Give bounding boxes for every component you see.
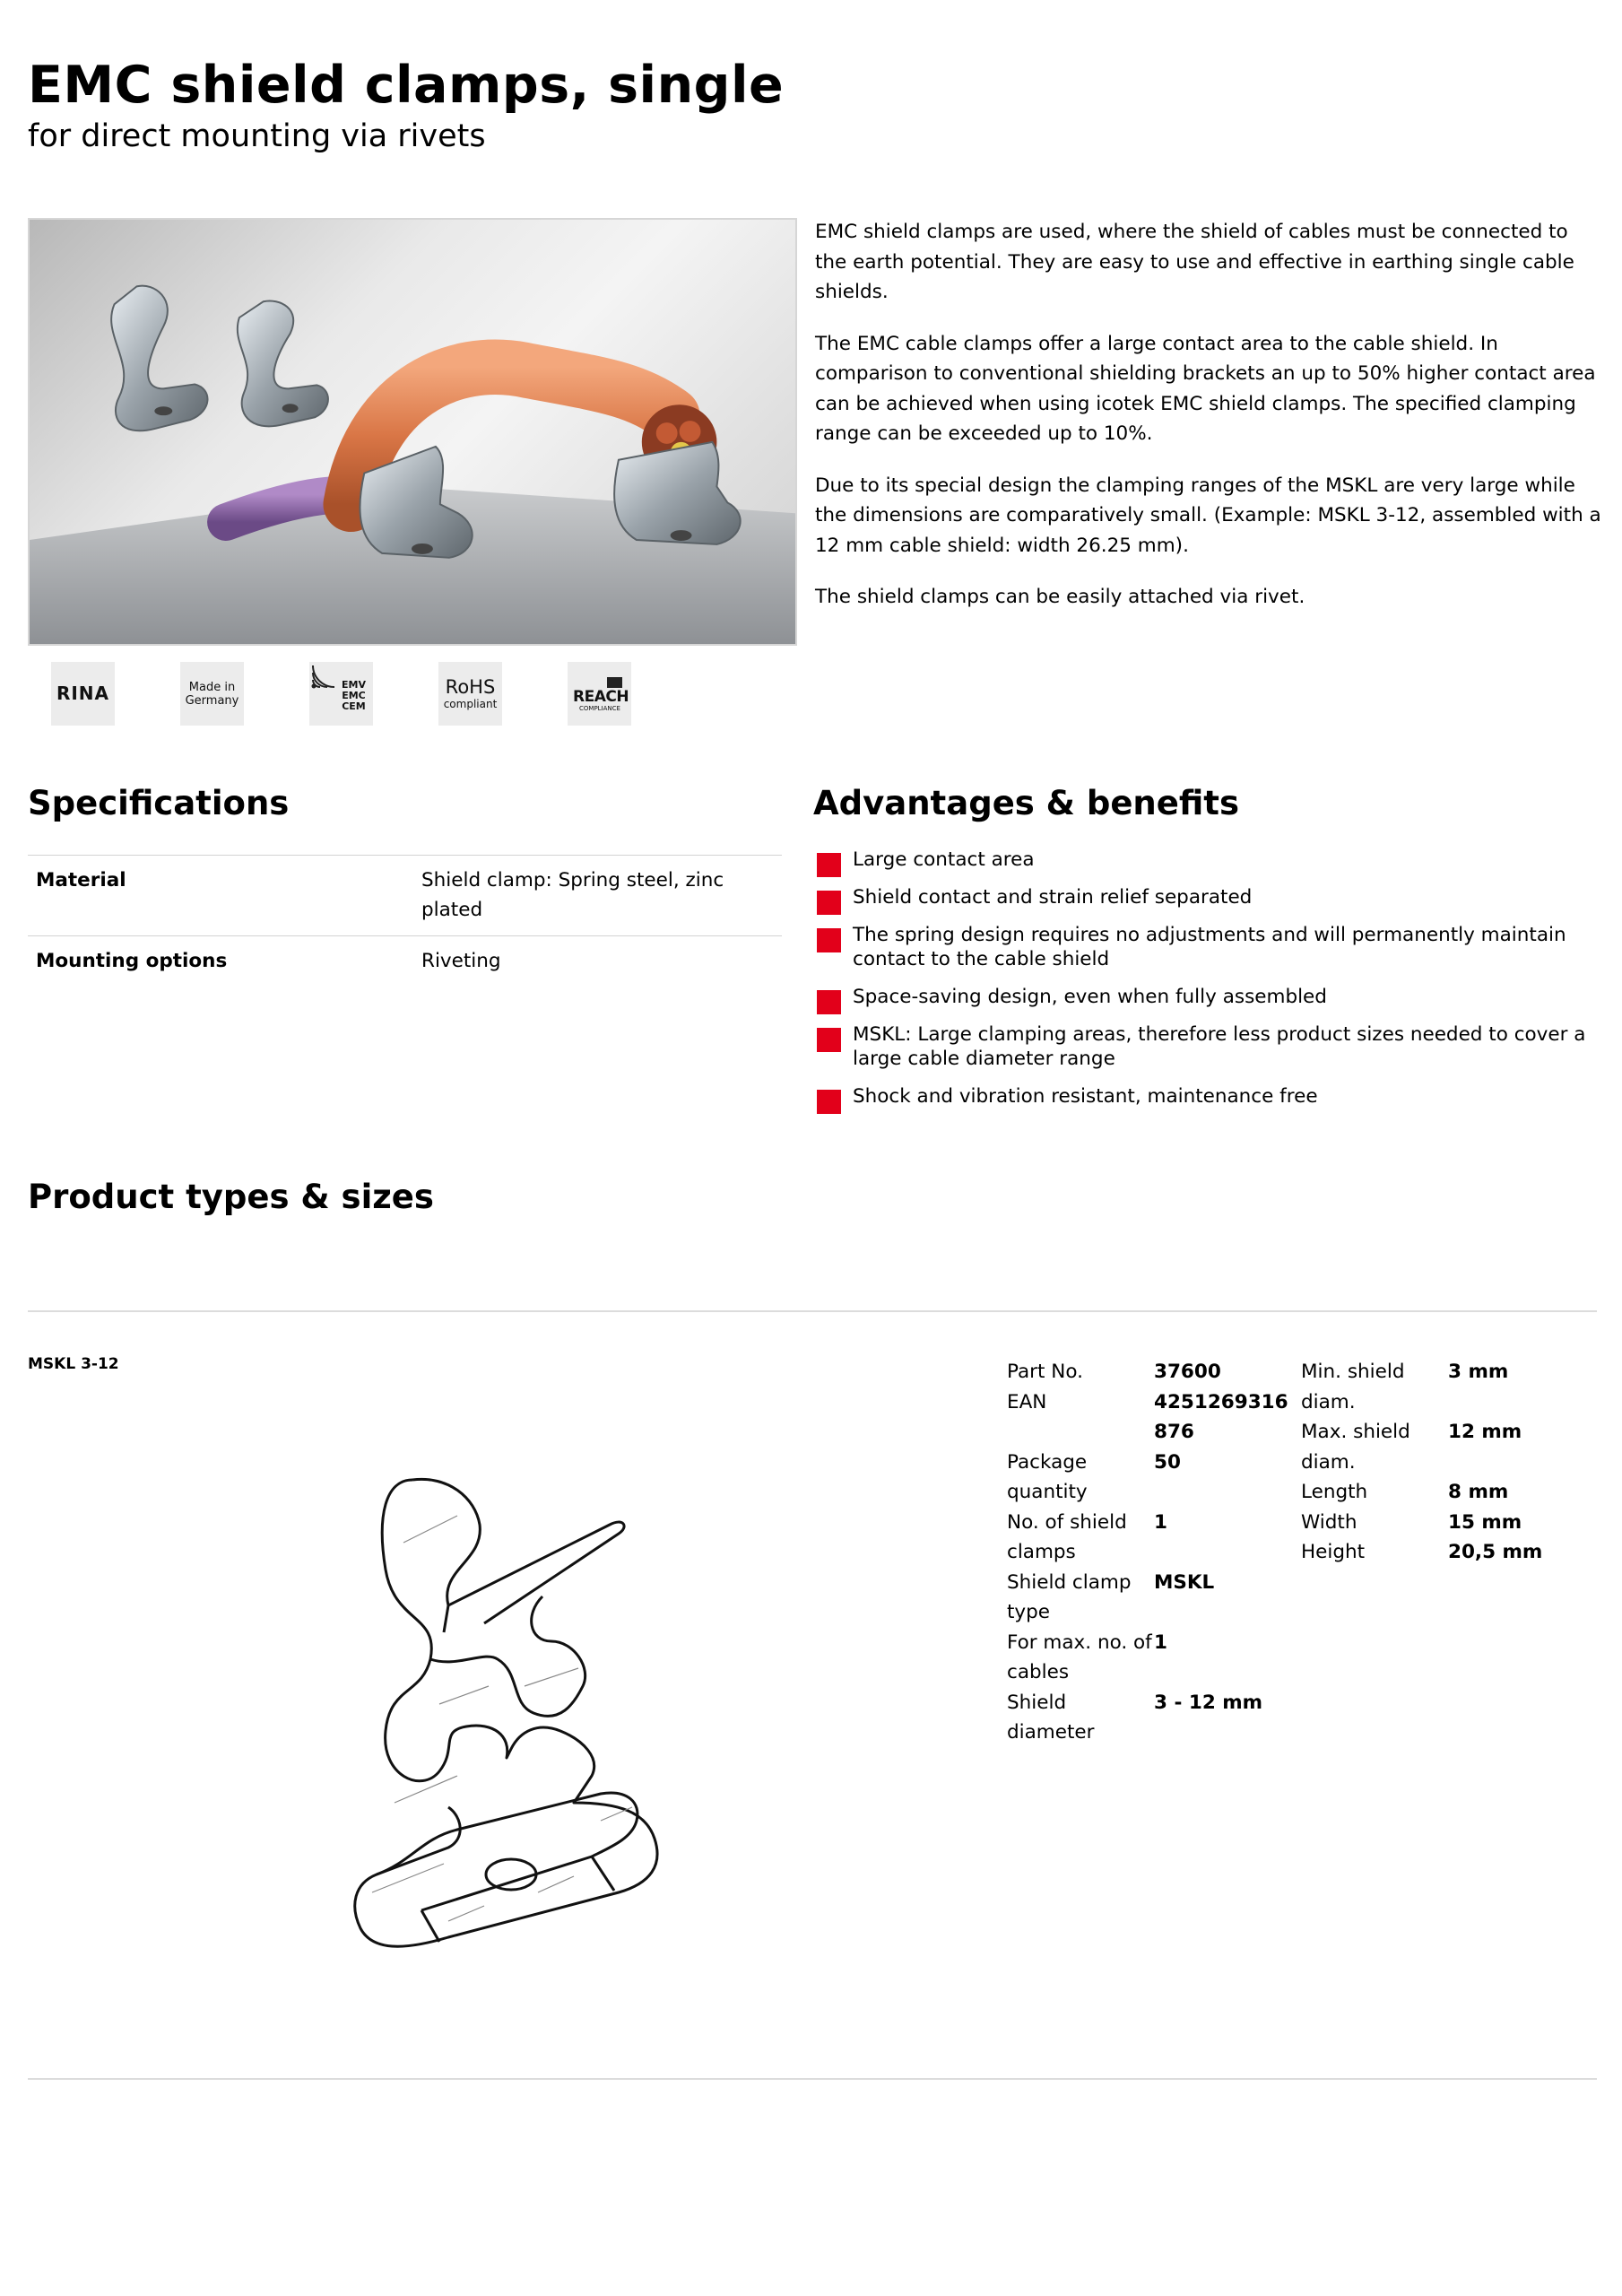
advantage-text: Shock and vibration resistant, maintenance free [853,1085,1318,1108]
property-label: Max. shield diam. [1301,1421,1410,1474]
rina-logo-icon [51,662,115,726]
product-properties-right [1301,1357,1583,1568]
property-value: 12 mm [1448,1421,1522,1443]
table-row [1301,1417,1583,1477]
property-value: 20,5 mm [1448,1541,1543,1563]
advantage-text: Space-saving design, even when fully assembled [853,986,1327,1008]
property-label: Width [1301,1510,1357,1534]
property-label: For max. no. of cables [1007,1631,1152,1683]
property-label: Length [1301,1481,1368,1503]
advantages-heading: Advantages & benefits [813,784,1239,822]
spec-label: Mounting options [28,936,413,987]
rina-label: RINA [56,683,110,704]
made-in-line2: Germany [185,693,239,708]
table-row [1301,1477,1583,1508]
property-value: MSKL [1154,1570,1215,1594]
property-value: 4251269316876 [1154,1390,1288,1443]
property-label: No. of shield clamps [1007,1510,1127,1563]
spec-label: Material [28,856,413,936]
intro-text [815,217,1602,634]
table-row [28,936,782,987]
advantages-list [815,848,1602,1122]
list-item [815,1084,1602,1109]
table-row [28,856,782,936]
product-properties-left [1007,1357,1288,1748]
emv-line3: CEM [342,700,366,712]
property-value: 1 [1154,1510,1167,1534]
intro-paragraph: EMC shield clamps are used, where the shield of cables must be connected to the earth potential. They are easy to use and effective in earthing single cable shields. [815,221,1574,303]
reach-line1: REACH [573,688,629,706]
property-value: 15 mm [1448,1510,1522,1534]
table-row [1007,1448,1288,1508]
property-label: Shield clamp type [1007,1570,1132,1623]
specifications-heading: Specifications [28,784,290,822]
page-subtitle: for direct mounting via rivets [28,118,486,154]
property-value: 37600 [1154,1361,1221,1383]
rohs-line2: compliant [443,698,498,710]
table-row [1301,1357,1583,1417]
property-label: Height [1301,1541,1366,1563]
property-label: EAN [1007,1390,1047,1413]
list-item [815,848,1602,872]
intro-paragraph: The EMC cable clamps offer a large contact area to the cable shield. In comparison to conventional shielding brackets an up to 50% higher contact area can be achieved when using icotek EMC shield clamps. The specified clamping range can be exceeded up to 10%. [815,332,1596,445]
advantage-text: Large contact area [853,848,1035,871]
product-name: MSKL 3-12 [28,1355,119,1373]
reach-line2: COMPLIANCE [579,705,620,712]
made-in-line1: Made in [188,680,236,694]
property-value: 8 mm [1448,1481,1509,1503]
red-square-bullet-icon [817,928,841,952]
emv-line1: EMV [342,679,366,691]
property-label: Part No. [1007,1361,1083,1383]
red-square-bullet-icon [817,990,841,1014]
table-row [1007,1628,1288,1688]
divider [28,1310,1597,1312]
list-item [815,1022,1602,1071]
intro-paragraph: Due to its special design the clamping ranges of the MSKL are very large while the dimensions are comparatively small. (Example: MSKL 3-12, assembled with a 12 mm cable shield: width 26.25 mm). [815,474,1601,557]
page-title: EMC shield clamps, single [28,56,785,115]
list-item [815,985,1602,1009]
certification-row [51,662,631,726]
product-line-drawing [305,1462,690,1991]
divider [28,2078,1597,2080]
product-types-heading: Product types & sizes [28,1178,434,1216]
spec-value: Riveting [413,936,782,987]
advantage-text: MSKL: Large clamping areas, therefore less product sizes needed to cover a large cable diameter range [853,1023,1586,1070]
rohs-line1: RoHS [445,676,496,698]
made-in-germany-icon [180,662,244,726]
property-label: Package quantity [1007,1450,1088,1503]
red-square-bullet-icon [817,1090,841,1114]
red-square-bullet-icon [817,1028,841,1052]
product-photo [28,218,797,646]
table-row [1007,1688,1288,1748]
specifications-table [28,855,782,987]
intro-paragraph: The shield clamps can be easily attached via rivet. [815,586,1305,608]
table-row [1007,1508,1288,1568]
table-row [1007,1357,1288,1387]
red-square-bullet-icon [817,853,841,877]
table-row [1301,1537,1583,1568]
emv-line2: EMC [342,690,366,701]
table-row [1007,1568,1288,1628]
table-row [1007,1387,1288,1448]
property-value: 1 [1154,1631,1167,1654]
list-item [815,885,1602,909]
property-value: 3 - 12 mm [1154,1691,1263,1714]
red-square-bullet-icon [817,891,841,915]
list-item [815,923,1602,971]
advantage-text: The spring design requires no adjustments and will permanently maintain contact to the cable shield [853,924,1566,970]
reach-compliance-icon [568,662,631,726]
emv-emc-cem-icon [309,662,373,726]
advantage-text: Shield contact and strain relief separated [853,886,1253,909]
rohs-compliant-icon [438,662,502,726]
table-row [1301,1508,1583,1538]
property-label: Min. shield diam. [1301,1361,1405,1413]
spec-value: Shield clamp: Spring steel, zinc plated [413,856,782,936]
property-label: Shield diameter [1007,1691,1095,1744]
property-value: 3 mm [1448,1361,1509,1383]
property-value: 50 [1154,1450,1181,1474]
